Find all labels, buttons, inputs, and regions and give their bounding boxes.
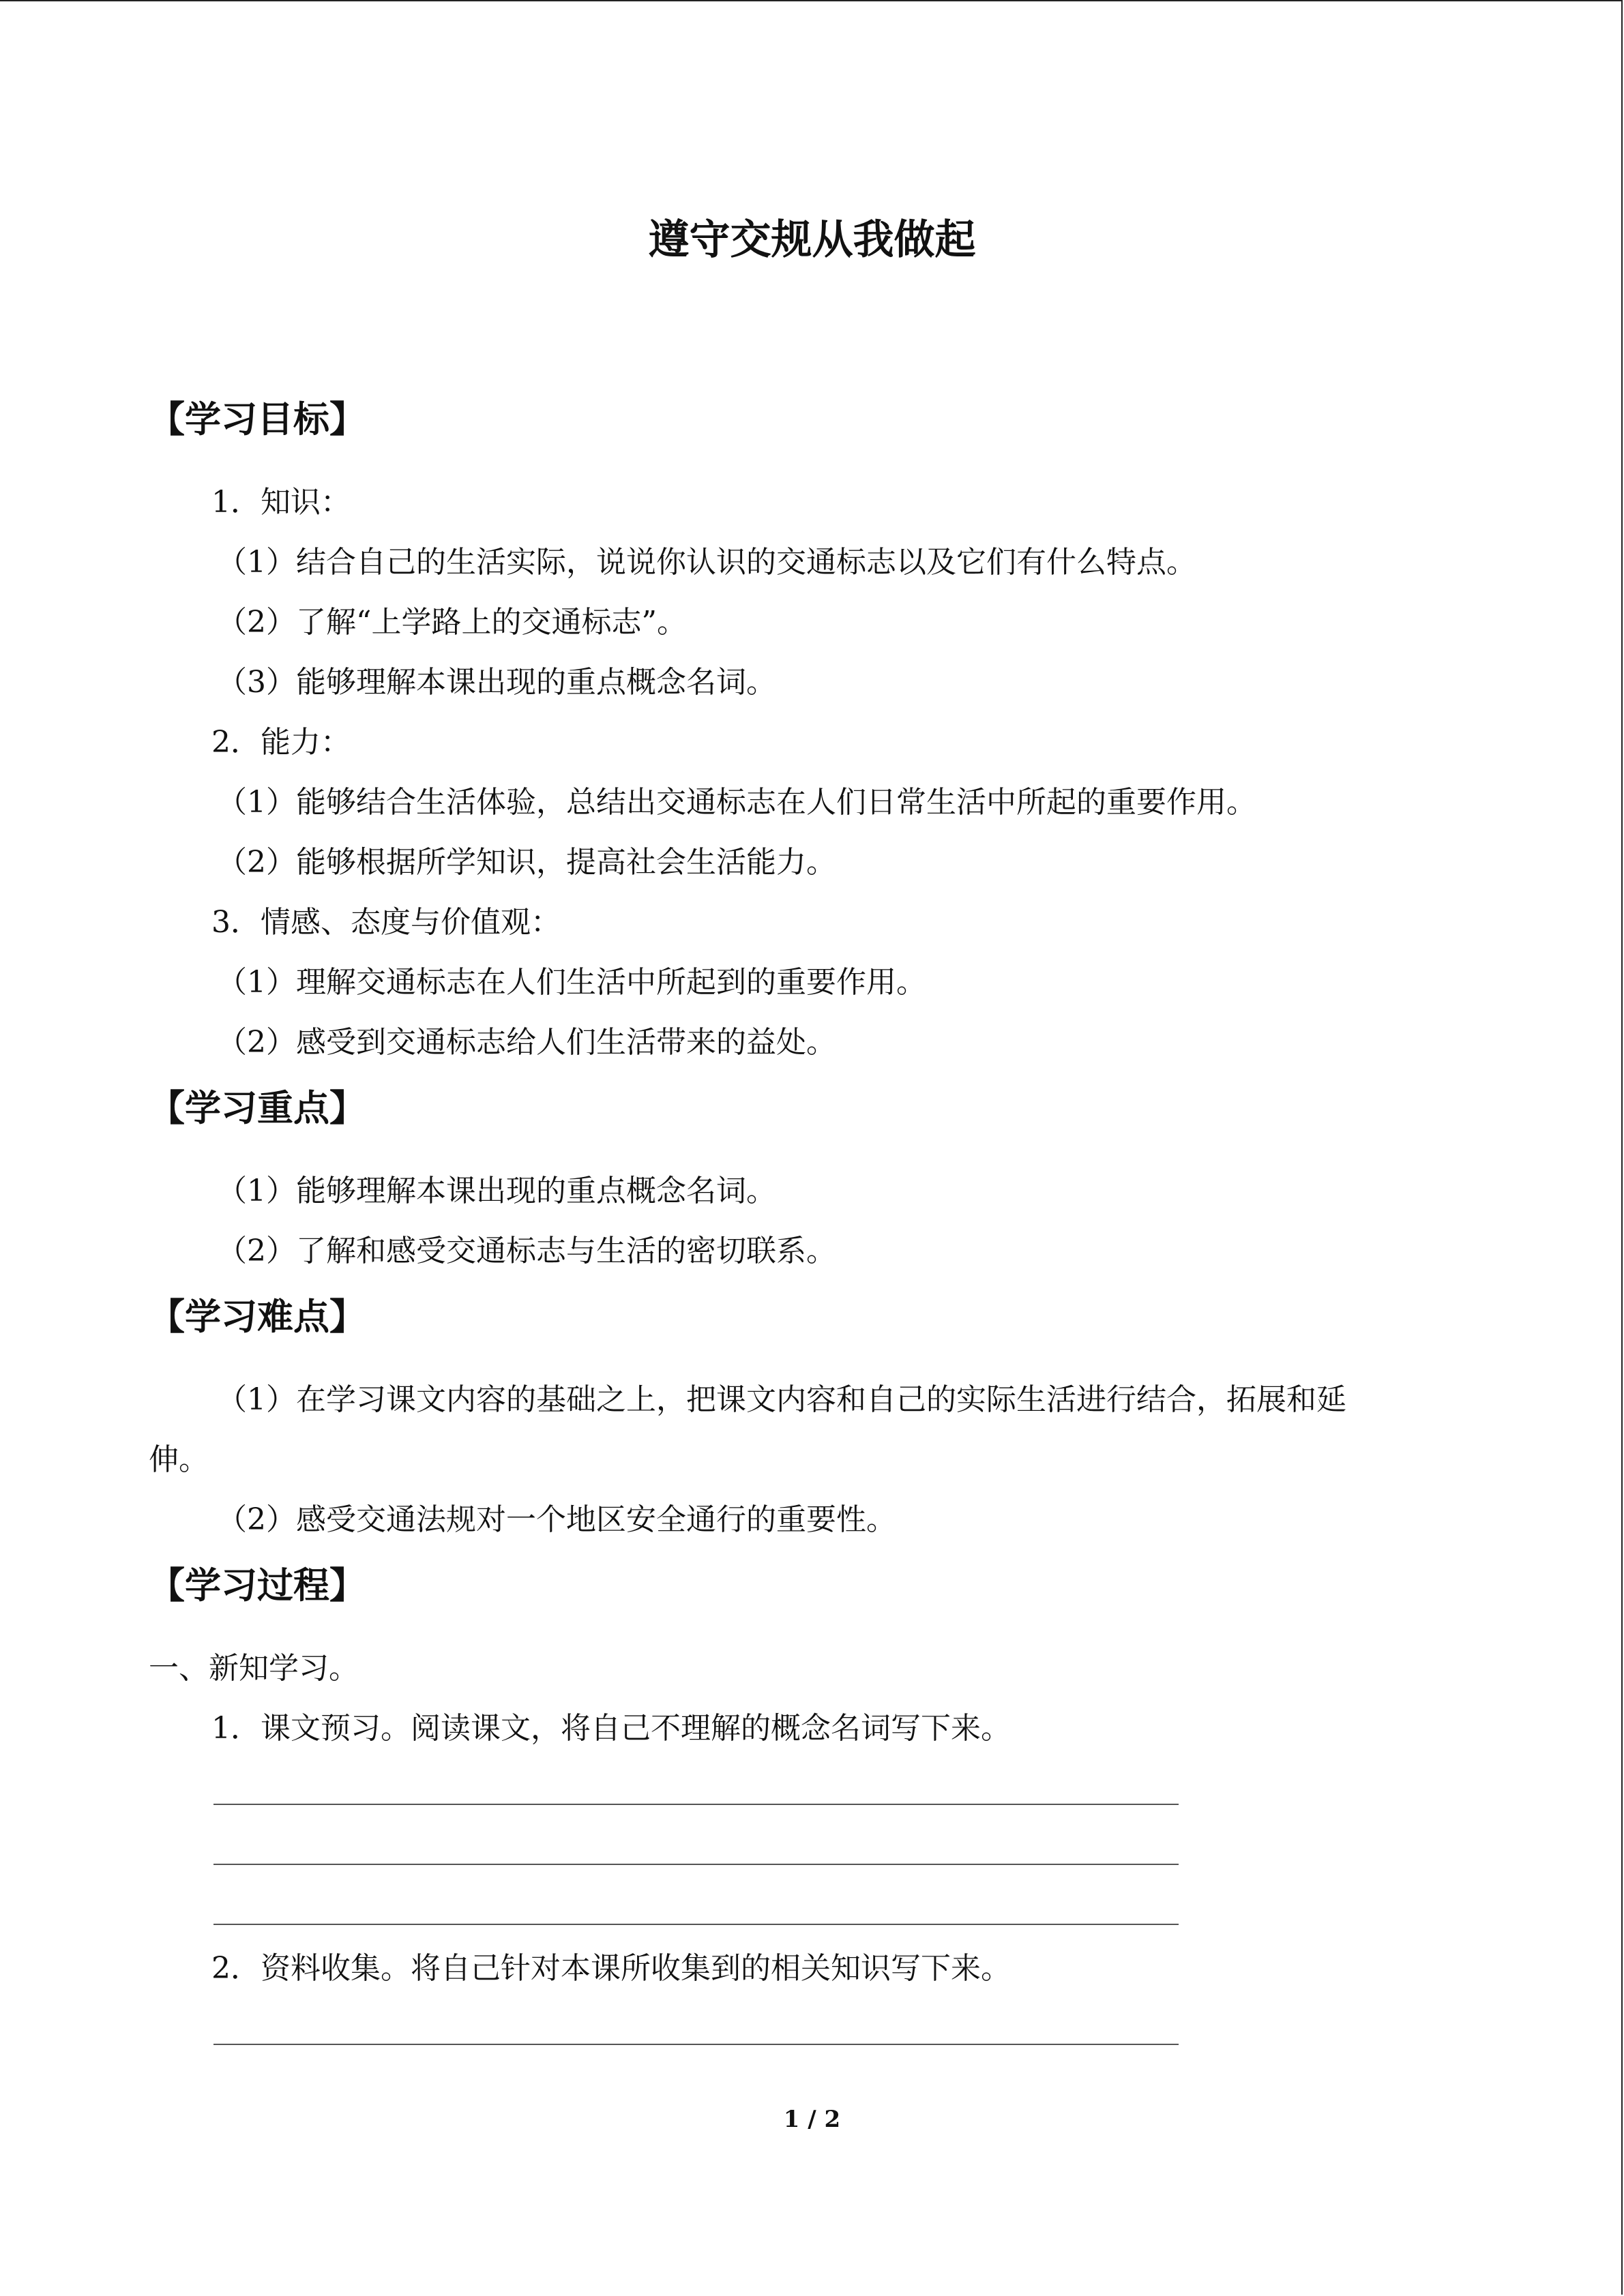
section-heading-difficulties: 【学习难点】 (149, 1296, 366, 1338)
difficulty-item: （2）感受交通法规对一个地区安全通行的重要性。 (217, 1502, 896, 1537)
difficulty-item: （1）在学习课文内容的基础之上，把课文内容和自己的实际生活进行结合，拓展和延 (217, 1382, 1346, 1417)
answer-blank-line[interactable] (213, 2044, 1179, 2045)
objective-subitem: （1）理解交通标志在人们生活中所起到的重要作用。 (217, 965, 926, 1000)
objective-subitem: （1）能够结合生活体验，总结出交通标志在人们日常生活中所起的重要作用。 (217, 785, 1256, 820)
answer-blank-line[interactable] (213, 1924, 1179, 1925)
key-point-item: （2）了解和感受交通标志与生活的密切联系。 (217, 1234, 836, 1268)
objective-item-ability: 2．能力： (211, 725, 351, 760)
difficulty-item-continuation: 伸。 (149, 1442, 209, 1477)
page-title: 遵守交规从我做起 (648, 216, 976, 264)
objective-item-attitude: 3．情感、态度与价值观： (211, 905, 561, 940)
key-point-item: （1）能够理解本课出现的重点概念名词。 (217, 1174, 776, 1208)
page-number: 1 / 2 (783, 2106, 841, 2133)
answer-blank-line[interactable] (213, 1864, 1179, 1865)
section-heading-process: 【学习过程】 (149, 1564, 366, 1607)
section-heading-objectives: 【学习目标】 (149, 398, 366, 441)
objective-subitem: （2）能够根据所学知识，提高社会生活能力。 (217, 845, 836, 880)
objective-subitem: （1）结合自己的生活实际，说说你认识的交通标志以及它们有什么特点。 (217, 545, 1196, 580)
objective-subitem: （2）感受到交通标志给人们生活带来的益处。 (217, 1025, 836, 1060)
answer-blank-line[interactable] (213, 1804, 1179, 1805)
objective-subitem: （2）了解“上学路上的交通标志”。 (217, 605, 687, 640)
process-task: 2．资料收集。将自己针对本课所收集到的相关知识写下来。 (211, 1951, 1011, 1986)
objective-subitem: （3）能够理解本课出现的重点概念名词。 (217, 665, 776, 700)
process-part-heading: 一、新知学习。 (149, 1651, 359, 1686)
section-heading-key-points: 【学习重点】 (149, 1087, 366, 1129)
process-task: 1．课文预习。阅读课文，将自己不理解的概念名词写下来。 (211, 1711, 1011, 1746)
objective-item-knowledge: 1．知识： (211, 485, 351, 520)
